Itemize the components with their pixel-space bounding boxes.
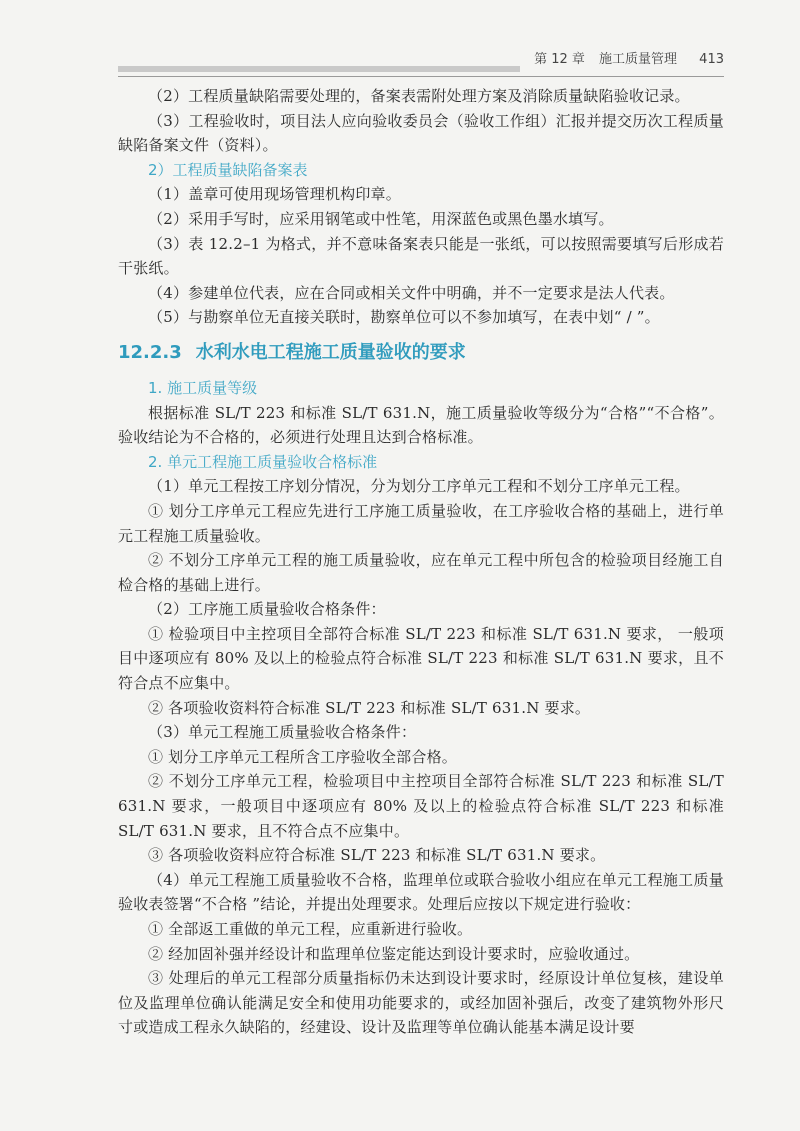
paragraph: ③ 处理后的单元工程部分质量指标仍未达到设计要求时，经原设计单位复核，建设单位及监理单位确认能满足安全和使用功能要求的，或经加固补强后，改变了建筑物外形尺寸或造成工程永久缺陷的，经建设、设计及监理等单位确认能基本满足设计要 (118, 969, 724, 1037)
paragraph: （1）盖章可使用现场管理机构印章。 (148, 185, 401, 204)
paragraph: ① 检验项目中主控项目全部符合标准 SL/T 223 和标准 SL/T 631.N 要求， 一般项目中逐项应有 80% 及以上的检验点符合标准 SL/T 223 和标准 SL/T 631.N 要求，且不符合点不应集中。 (118, 624, 724, 693)
paragraph: （3）单元工程施工质量验收合格条件： (148, 723, 417, 742)
paragraph: （5）与勘察单位无直接关联时，勘察单位可以不参加填写，在表中划“ / ”。 (148, 308, 660, 327)
paragraph: （2）工序施工质量验收合格条件： (148, 600, 386, 619)
paragraph: （3）表 12.2–1 为格式，并不意味备案表只能是一张纸，可以按照需要填写后形成若干张纸。 (118, 234, 724, 278)
page-header (118, 46, 724, 77)
paragraph: （3）工程验收时，项目法人应向验收委员会（验收工作组）汇报并提交历次工程质量缺陷备案文件（资料）。 (118, 111, 724, 155)
paragraph: （2）采用手写时，应采用钢笔或中性笔，用深蓝色或黑色墨水填写。 (148, 209, 614, 228)
paragraph: ② 不划分工序单元工程的施工质量验收，应在单元工程中所包含的检验项目经施工自检合格的基础上进行。 (118, 551, 724, 594)
header-decorative-bar (118, 66, 520, 72)
chapter-title: 施工质量管理 (599, 52, 678, 67)
paragraph: ③ 各项验收资料应符合标准 SL/T 223 和标准 SL/T 631.N 要求。 (148, 846, 606, 865)
paragraph: 根据标准 SL/T 223 和标准 SL/T 631.N，施工质量验收等级分为“合格”“不合格”。验收结论为不合格的，必须进行处理且达到合格标准。 (118, 403, 724, 447)
chapter-label: 第 12 章 (534, 52, 585, 67)
subsection-heading: 2）工程质量缺陷备案表 (148, 160, 308, 179)
paragraph: ① 全部返工重做的单元工程，应重新进行验收。 (148, 920, 473, 938)
paragraph: （4）参建单位代表，应在合同或相关文件中明确，并不一定要求是法人代表。 (148, 283, 675, 302)
paragraph: （1）单元工程按工序划分情况，分为划分工序单元工程和不划分工序单元工程。 (148, 477, 690, 496)
subsection-heading: 1. 施工质量等级 (148, 378, 258, 397)
paragraph: ② 不划分工序单元工程，检验项目中主控项目全部符合标准 SL/T 223 和标准 SL/T 631.N 要求，一般项目中逐项应有 80% 及以上的检验点符合标准 SL/T 223 和标准 SL/T 631.N 要求，且不符合点不应集中。 (118, 772, 724, 840)
paragraph: ① 划分工序单元工程应先进行工序施工质量验收，在工序验收合格的基础上，进行单元工程施工质量验收。 (118, 501, 724, 545)
paragraph: ② 经加固补强并经设计和监理单位鉴定能达到设计要求时，应验收通过。 (148, 944, 640, 963)
paragraph: （2）工程质量缺陷需要处理的，备案表需附处理方案及消除质量缺陷验收记录。 (148, 87, 690, 105)
paragraph: ① 划分工序单元工程所含工序验收全部合格。 (148, 747, 457, 766)
page-body (118, 84, 724, 1040)
section-title: 水利水电工程施工质量验收的要求 (195, 341, 466, 363)
section-heading (118, 336, 724, 370)
paragraph: ② 各项验收资料符合标准 SL/T 223 和标准 SL/T 631.N 要求。 (148, 698, 591, 717)
running-header (524, 48, 724, 67)
section-number: 12.2.3 (118, 341, 182, 363)
paragraph: （4）单元工程施工质量验收不合格，监理单位或联合验收小组应在单元工程施工质量验收表签署“不合格 ”结论，并提出处理要求。处理后应按以下规定进行验收： (118, 870, 724, 914)
page-number: 413 (699, 52, 724, 67)
subsection-heading: 2. 单元工程施工质量验收合格标准 (148, 452, 378, 471)
